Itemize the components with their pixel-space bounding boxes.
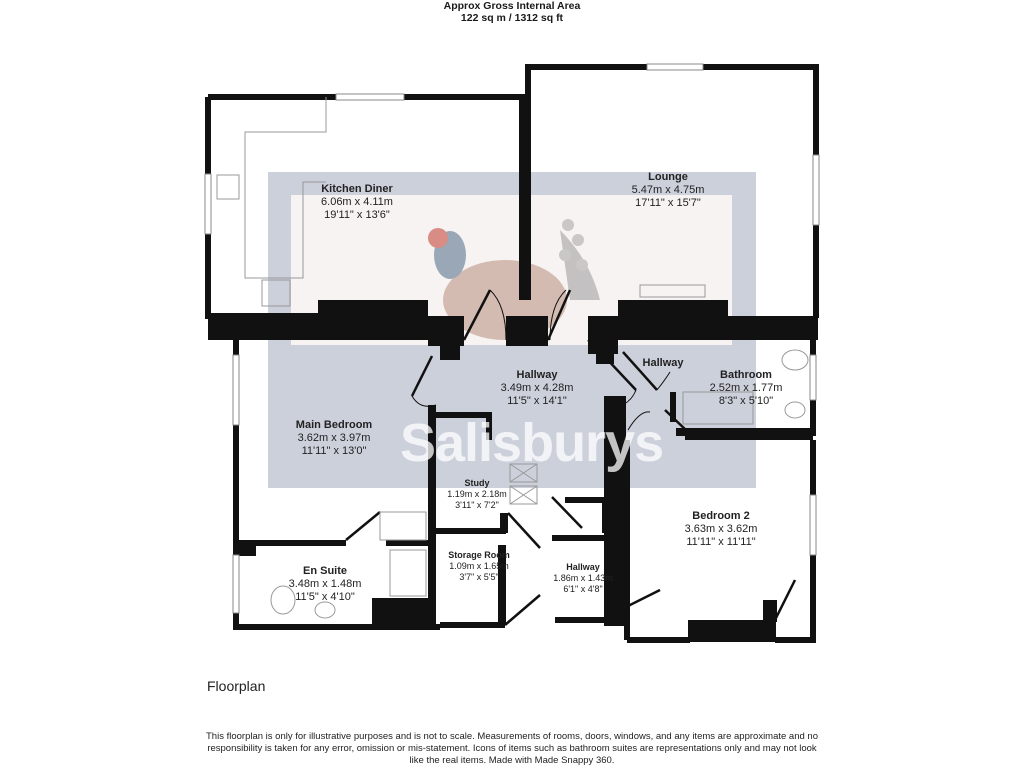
room-hallway-small: Hallway: [642, 357, 684, 369]
room-hallway-entry: Hallway 1.86m x 1.43m 6'1" x 4'8": [553, 562, 613, 594]
room-bedroom-2: Bedroom 2 3.63m x 3.62m 11'11" x 11'11": [684, 510, 758, 548]
room-bathroom: Bathroom 2.52m x 1.77m 8'3" x 5'10": [709, 369, 783, 407]
room-storage: Storage Room 1.09m x 1.65m 3'7" x 5'5": [448, 550, 510, 582]
brand-watermark: Salisburys: [400, 413, 664, 473]
room-hallway-main: Hallway 3.49m x 4.28m 11'5" x 14'1": [500, 369, 574, 407]
area-title: Approx Gross Internal Area: [443, 0, 581, 12]
room-main-bedroom: Main Bedroom 3.62m x 3.97m 11'11" x 13'0": [295, 419, 373, 457]
room-kitchen-diner: Kitchen Diner 6.06m x 4.11m 19'11" x 13'6": [321, 183, 393, 221]
floor-title: Floorplan: [207, 678, 266, 694]
room-study: Study 1.19m x 2.18m 3'11" x 7'2": [447, 478, 507, 510]
disclaimer-text: This floorplan is only for illustrative purposes and is not to scale. Measurements of rooms, doors, windows, and any items are approximate and no responsibility is taken for any error, omission or mis-statement. Icons of items such as bathroom suites are representations only and may not look like the real items. Made with Made Snappy 360.: [206, 731, 818, 766]
area-value: 122 sq m / 1312 sq ft: [460, 12, 564, 24]
room-lounge: Lounge 5.47m x 4.75m 17'11" x 15'7": [631, 171, 705, 209]
room-en-suite: En Suite 3.48m x 1.48m 11'5" x 4'10": [288, 565, 362, 603]
